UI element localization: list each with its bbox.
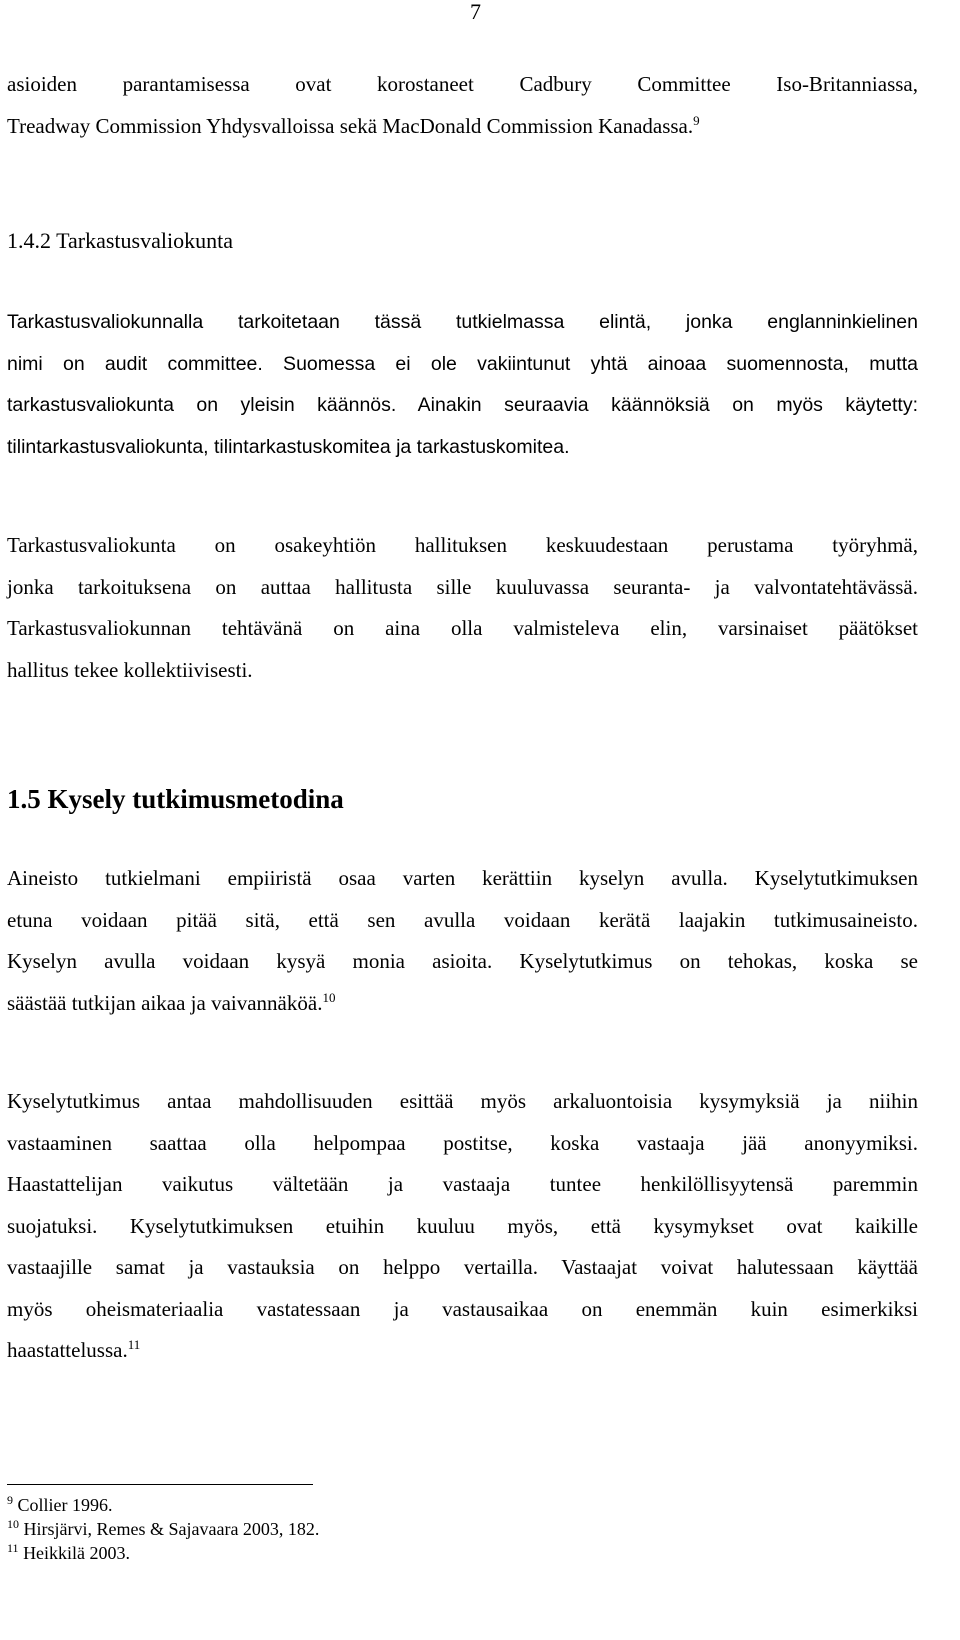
text-line: myös oheismateriaalia vastatessaan ja vastausaikaa on enemmän kuin esimerkiksi <box>7 1296 918 1321</box>
text-line: suojatuksi. Kyselytutkimuksen etuihin kuuluu myös, että kysymykset ovat kaikille <box>7 1213 918 1238</box>
paragraph <box>7 302 918 468</box>
footnote-ref[interactable]: 9 <box>693 112 700 128</box>
text-line: Haastattelijan vaikutus vältetään ja vastaaja tuntee henkilöllisyytensä paremmin <box>7 1172 918 1196</box>
text-line: hallitus tekee kollektiivisesti. <box>7 657 253 682</box>
intro-paragraph <box>7 64 918 147</box>
footnote-number: 9 <box>7 1493 13 1507</box>
footnote-divider <box>7 1484 313 1485</box>
text-line <box>7 106 918 148</box>
text-line: Aineisto tutkielmani empiiristä osaa varten kerättiin kyselyn avulla. Kyselytutkimuksen <box>7 866 918 890</box>
text-line: nimi on audit committee. Suomessa ei ole vakiintunut yhtä ainoaa suomennosta, mutta <box>7 352 918 375</box>
text-line: tilintarkastusvaliokunta, tilintarkastuskomitea ja tarkastuskomitea. <box>7 435 570 458</box>
footnote-number: 11 <box>7 1541 19 1555</box>
footnote-ref[interactable]: 10 <box>322 989 336 1005</box>
footnote-item <box>7 1493 319 1517</box>
footnote-ref[interactable]: 11 <box>127 1337 141 1352</box>
section-heading: 1.5 Kysely tutkimusmetodina <box>7 784 344 814</box>
text-line <box>7 1330 918 1372</box>
footnote-text: Hirsjärvi, Remes & Sajavaara 2003, 182. <box>23 1519 320 1539</box>
paragraph <box>7 525 918 691</box>
text-line-content: säästää tutkijan aikaa ja vaivannäköä. <box>7 990 323 1015</box>
text-line-content: Treadway Commission Yhdysvalloissa sekä MacDonald Commission Kanadassa. <box>7 113 694 138</box>
text-line <box>7 983 918 1025</box>
text-line: jonka tarkoituksena on auttaa hallitusta sille kuuluvassa seuranta- ja valvontatehtävässä. <box>7 574 918 599</box>
footnote-item <box>7 1541 319 1565</box>
text-line-content: haastattelussa. <box>7 1338 128 1362</box>
text-line: Tarkastusvaliokunnan tehtävänä on aina olla valmisteleva elin, varsinaiset päätökset <box>7 616 918 640</box>
paragraph <box>7 858 918 1024</box>
paragraph <box>7 1081 918 1372</box>
text-line: tarkastusvaliokunta on yleisin käännös. Ainakin seuraavia käännöksiä on myös käytetty: <box>7 394 918 416</box>
text-line: etuna voidaan pitää sitä, että sen avulla voidaan kerätä laajakin tutkimusaineisto. <box>7 907 918 932</box>
text-line: asioiden parantamisessa ovat korostaneet Cadbury Committee Iso-Britanniassa, <box>7 72 918 96</box>
section-heading: 1.4.2 Tarkastusvaliokunta <box>7 228 233 253</box>
footnote-text: Collier 1996. <box>17 1495 113 1515</box>
text-line: vastaajille samat ja vastauksia on helppo vertailla. Vastaajat voivat halutessaan käyttää <box>7 1255 918 1279</box>
text-line: Tarkastusvaliokunnalla tarkoitetaan tässä tutkielmassa elintä, jonka englanninkielinen <box>7 311 918 333</box>
text-line: Kyselyn avulla voidaan kysyä monia asioita. Kyselytutkimus on tehokas, koska se <box>7 949 918 973</box>
page-number: 7 <box>470 0 481 24</box>
text-line: Tarkastusvaliokunta on osakeyhtiön hallituksen keskuudestaan perustama työryhmä, <box>7 533 918 557</box>
footnote-number: 10 <box>7 1517 19 1531</box>
text-line: vastaaminen saattaa olla helpompaa postitse, koska vastaaja jää anonyymiksi. <box>7 1130 918 1155</box>
text-line: Kyselytutkimus antaa mahdollisuuden esittää myös arkaluontoisia kysymyksiä ja niihin <box>7 1089 918 1113</box>
footnote-text: Heikkilä 2003. <box>23 1543 131 1563</box>
footnote-item <box>7 1517 319 1541</box>
footnotes <box>7 1493 319 1565</box>
